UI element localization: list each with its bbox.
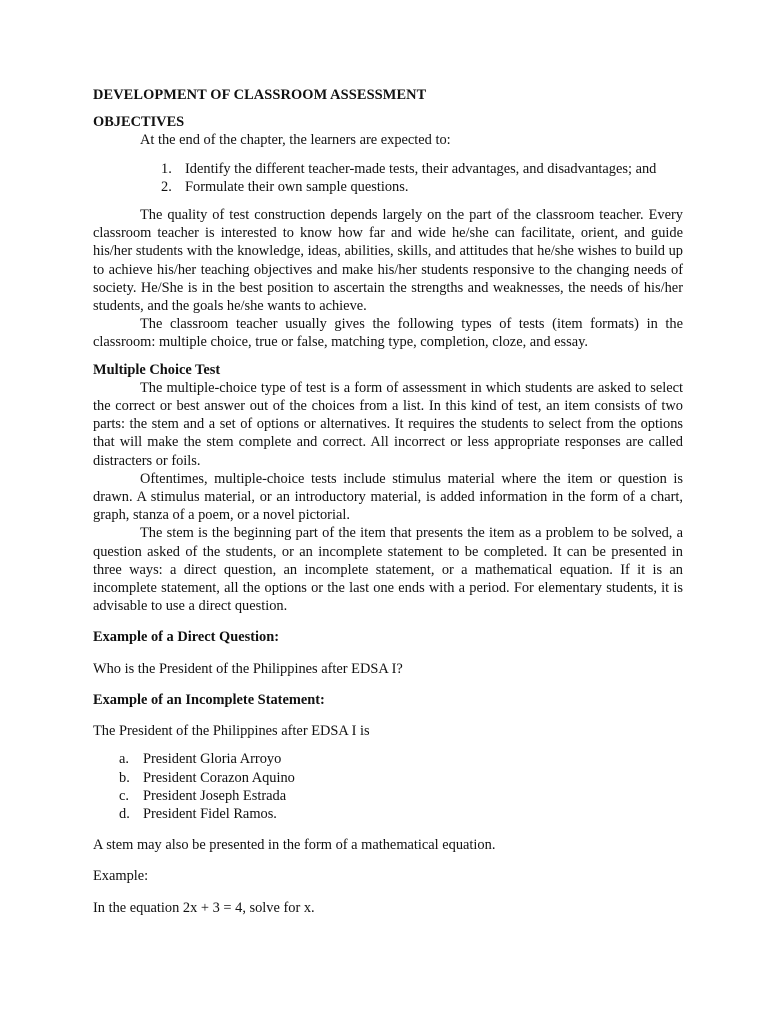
equation-intro: A stem may also be presented in the form of a mathematical equation. xyxy=(93,837,496,854)
incomplete-statement-text: The President of the Philippines after EDSA I is xyxy=(93,723,370,740)
choice-text: President Fidel Ramos. xyxy=(143,805,277,822)
mcq-paragraph: Oftentimes, multiple-choice tests include stimulus material where the item or question is drawn. A stimulus material, or an introductory material, is added information in the form of a chart, graph, stanza of a poem, or a novel pictorial. xyxy=(93,470,683,524)
objective-number: 1. xyxy=(161,160,172,177)
choice-item xyxy=(119,750,683,768)
choice-item xyxy=(119,805,683,823)
objective-text: Formulate their own sample questions. xyxy=(185,178,409,195)
choice-text: President Joseph Estrada xyxy=(143,787,287,804)
choice-letter: a. xyxy=(119,751,129,768)
choice-letter: d. xyxy=(119,805,130,822)
direct-question-text: Who is the President of the Philippines after EDSA I? xyxy=(93,660,403,677)
intro-paragraph: The quality of test construction depends largely on the part of the classroom teacher. Every classroom teacher is interested to know how far and wide he/she can facilitate, orient, and guide his/her students with the knowledge, ideas, abilities, skills, and attitudes that he/she wishes to build up to achieve his/her teaching objectives and make his/her students responsive to the changing needs of society. He/She is in the best position to ascertain the strengths and weaknesses, the needs of his/her students, and the goals he/she wants to achieve. xyxy=(93,207,683,315)
mcq-paragraph: The stem is the beginning part of the item that presents the item as a problem to be solved, a question asked of the students, or an incomplete statement to be completed. It can be presented in three ways: a direct question, an incomplete statement, or a mathematical equation. If it is an incomplete statement, all the options or the last one ends with a period. For elementary students, it is advisable to use a direct question. xyxy=(93,525,683,615)
document-title: DEVELOPMENT OF CLASSROOM ASSESSMENT xyxy=(93,87,427,103)
objectives-heading: OBJECTIVES xyxy=(93,114,185,131)
document-page xyxy=(93,86,683,917)
objective-text: Identify the different teacher-made tests, their advantages, and disadvantages; and xyxy=(185,160,657,177)
intro-paragraph: The classroom teacher usually gives the following types of tests (item formats) in the classroom: multiple choice, true or false, matching type, completion, cloze, and essay. xyxy=(93,316,683,351)
incomplete-statement-heading: Example of an Incomplete Statement: xyxy=(93,691,325,708)
objectives-list xyxy=(93,160,683,196)
choice-letter: c. xyxy=(119,787,129,804)
choice-letter: b. xyxy=(119,769,130,786)
mcq-heading: Multiple Choice Test xyxy=(93,361,221,378)
choice-text: President Corazon Aquino xyxy=(143,769,295,786)
objectives-intro: At the end of the chapter, the learners are expected to: xyxy=(140,132,451,149)
mcq-paragraph: The multiple-choice type of test is a form of assessment in which students are asked to select the correct or best answer out of the choices from a list. In this kind of test, an item consists of two parts: the stem and a set of options or alternatives. It requires the students to select from the options that will make the stem complete and correct. All incorrect or less appropriate responses are called distracters or foils. xyxy=(93,379,683,469)
equation-example: In the equation 2x + 3 = 4, solve for x. xyxy=(93,899,315,916)
example-label: Example: xyxy=(93,868,149,885)
objective-item xyxy=(161,178,683,196)
choice-item xyxy=(119,769,683,787)
choices-list xyxy=(93,750,683,823)
objective-item xyxy=(161,160,683,178)
choice-text: President Gloria Arroyo xyxy=(143,751,282,768)
direct-question-heading: Example of a Direct Question: xyxy=(93,629,279,646)
choice-item xyxy=(119,787,683,805)
objective-number: 2. xyxy=(161,178,172,195)
